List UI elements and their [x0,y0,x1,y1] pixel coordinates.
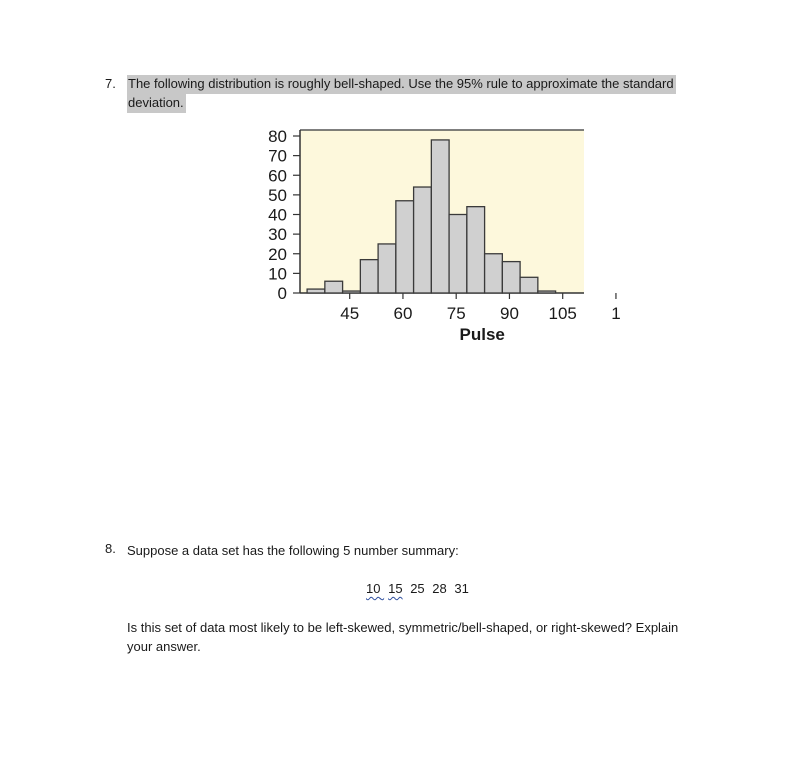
question-7-text [127,74,707,112]
pulse-histogram [250,120,621,350]
y-tick-label: 40 [268,205,287,225]
question-7-highlighted-text: The following distribution is roughly bell-shaped. Use the 95% rule to approximate the standard deviation. [127,75,676,113]
histogram-bar [414,187,432,293]
x-tick-label: 60 [393,304,413,323]
y-tick-label: 10 [268,264,287,284]
histogram-bar [325,281,343,293]
question-8-prompt: Is this set of data most likely to be left-skewed, symmetric/bell-shaped, or right-skewed? Explain your answer. [127,620,679,654]
x-tick-label: 45 [340,304,360,323]
question-8-text: Suppose a data set has the following 5 number summary: [127,543,459,558]
summary-q3: 28 [432,581,447,596]
y-tick-label: 60 [268,166,287,186]
histogram-bar [449,215,467,294]
summary-q1: 15 [388,581,403,596]
question-7-number: 7. [105,76,116,91]
histogram-bar [467,207,485,293]
x-axis-ticks [340,293,620,323]
y-tick-label: 0 [277,284,287,303]
x-axis-title: Pulse [459,325,505,344]
histogram-bar [343,291,361,293]
x-tick-label: 75 [446,304,466,323]
y-tick-label: 30 [268,225,287,245]
histogram-bar [396,201,414,293]
histogram-bar [307,289,325,293]
summary-min: 10 [366,581,381,596]
y-tick-label: 80 [268,127,287,146]
five-number-summary [366,579,473,598]
y-axis-ticks [268,127,300,303]
histogram-bar [485,254,503,293]
histogram-bar [431,140,449,293]
histogram-bar [360,260,378,293]
histogram-bar [520,277,538,293]
summary-median: 25 [410,581,425,596]
histogram-bar [502,262,520,293]
y-tick-label: 20 [268,244,287,264]
summary-gap [380,581,384,596]
y-tick-label: 70 [268,146,287,166]
x-tick-label: 90 [499,304,519,323]
x-tick-label: 1 [611,304,621,323]
question-8-number: 8. [105,541,116,556]
histogram-bar [378,244,396,293]
x-tick-label: 105 [548,304,577,323]
histogram-bar [538,291,556,293]
y-tick-label: 50 [268,185,287,205]
summary-max: 31 [454,581,469,596]
